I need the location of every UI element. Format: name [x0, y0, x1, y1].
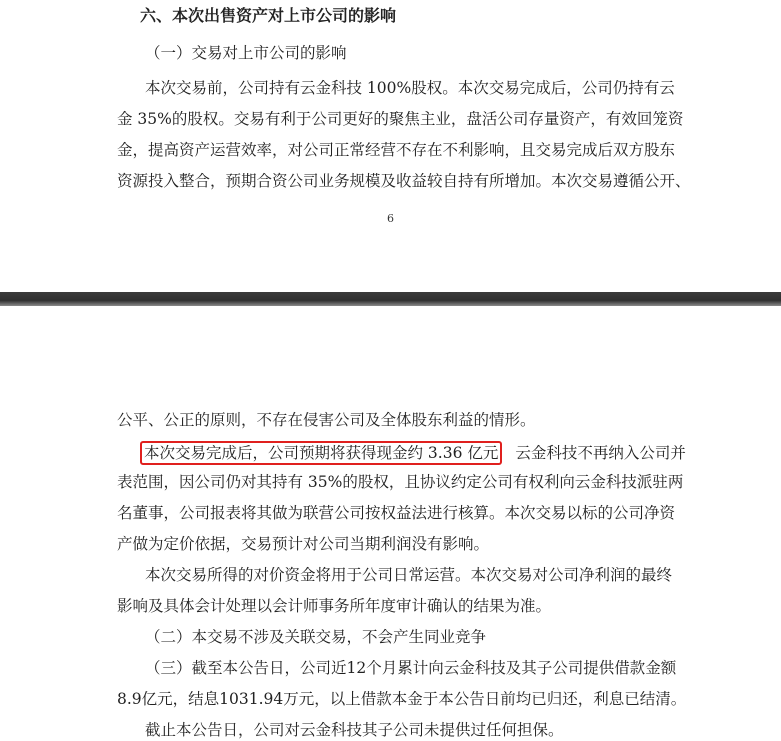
subsection-heading: （二）本交易不涉及关联交易，不会产生同业竞争 [145, 628, 487, 646]
paragraph-line: 影响及具体会计处理以会计师事务所年度审计确认的结果为准。 [117, 597, 552, 615]
paragraph-line: 本次交易前，公司持有云金科技 100%股权。本次交易完成后，公司仍持有云 [145, 79, 675, 97]
paragraph-text: 云金科技不再纳入公司并 [515, 444, 686, 462]
section-heading: 六、本次出售资产对上市公司的影响 [140, 6, 397, 25]
paragraph-line: 金 35%的股权。交易有利于公司更好的聚焦主业，盘活公司存量资产，有效回笼资 [117, 110, 684, 128]
paragraph-line: 表范围，因公司仍对其持有 35%的股权，且协议约定公司有权利向云金科技派驻两 [117, 473, 684, 491]
paragraph-line: 金，提高资产运营效率，对公司正常经营不存在不利影响，且交易完成后双方股东 [117, 141, 676, 159]
paragraph-line: 名董事，公司报表将其做为联营公司按权益法进行核算。本次交易以标的公司净资 [117, 504, 676, 522]
document-page-6 [0, 0, 781, 292]
paragraph-line: 资源投入整合，预期合资公司业务规模及收益较自持有所增加。本次交易遵循公开、 [117, 172, 691, 190]
paragraph-line: 产做为定价依据，交易预计对公司当期利润没有影响。 [117, 535, 490, 553]
page-divider [0, 292, 781, 306]
paragraph-line [145, 441, 705, 465]
document-page-7 [0, 306, 781, 741]
paragraph-line: （三）截至本公告日，公司近12个月累计向云金科技及其子公司提供借款金额 [145, 659, 677, 677]
paragraph-line: 截止本公告日，公司对云金科技其子公司未提供过任何担保。 [145, 721, 564, 739]
highlighted-text: 本次交易完成后，公司预期将获得现金约 3.36 亿元 [140, 441, 502, 465]
paragraph-line: 8.9亿元，结息1031.94万元，以上借款本金于本公告日前均已归还，利息已结清。 [117, 690, 687, 708]
paragraph-line: 公平、公正的原则，不存在侵害公司及全体股东利益的情形。 [117, 411, 536, 429]
paragraph-line: 本次交易所得的对价资金将用于公司日常运营。本次交易对公司净利润的最终 [145, 566, 673, 584]
subsection-heading: （一）交易对上市公司的影响 [145, 44, 347, 62]
page-number: 6 [387, 212, 394, 225]
